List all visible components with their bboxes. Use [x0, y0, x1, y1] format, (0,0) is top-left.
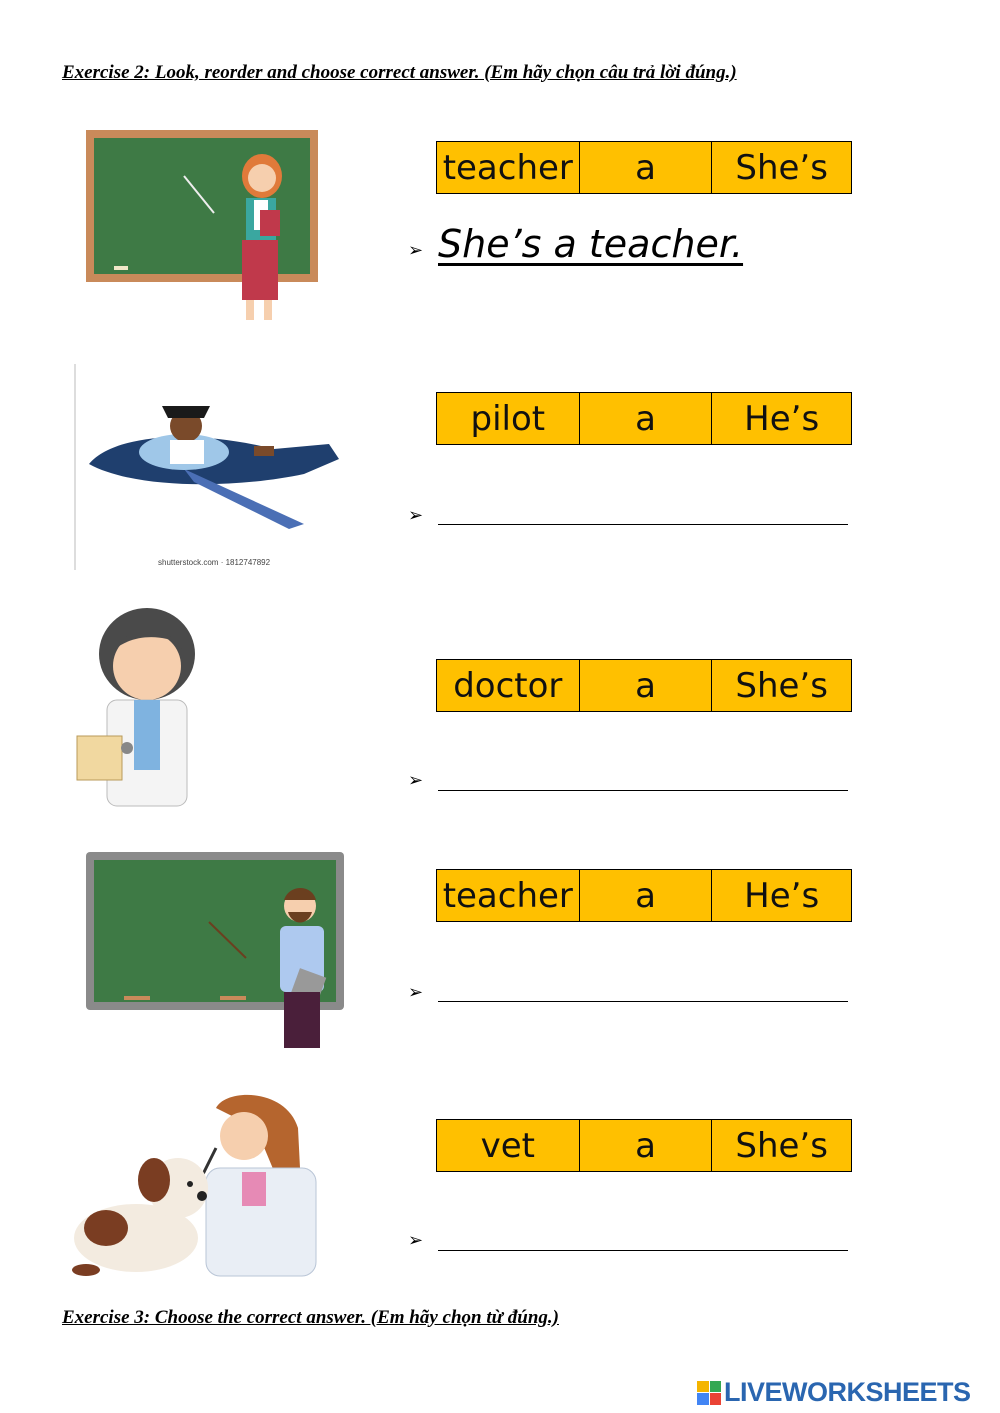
logo-icon [697, 1381, 721, 1405]
arrowhead-bullet-icon: ➢ [408, 770, 424, 791]
word-tile[interactable]: teacher [437, 870, 580, 921]
word-box-row-5 [436, 1119, 852, 1172]
word-tile[interactable]: a [580, 1120, 713, 1171]
exercise-2-title: Exercise 2: Look, reorder and choose correct answer. (Em hãy chọn câu trả lời đúng.) [62, 62, 737, 83]
word-tile[interactable]: She’s [712, 660, 851, 711]
arrowhead-bullet-icon: ➢ [408, 505, 424, 526]
word-tile[interactable]: She’s [712, 1120, 851, 1171]
exercise-3-title: Exercise 3: Choose the correct answer. (Em hãy chọn từ đúng.) [62, 1307, 559, 1328]
word-box-row-1 [436, 141, 852, 194]
pilot-airplane-illustration [74, 364, 354, 570]
word-tile[interactable]: He’s [712, 870, 851, 921]
word-tile[interactable]: a [580, 393, 713, 444]
image-credit: shutterstock.com · 1812747892 [158, 558, 271, 567]
word-tile[interactable]: doctor [437, 660, 580, 711]
arrowhead-bullet-icon: ➢ [408, 1230, 424, 1251]
word-box-row-4 [436, 869, 852, 922]
doctor-illustration [72, 604, 212, 810]
answer-input-line[interactable] [438, 1250, 848, 1251]
answer-input-line[interactable] [438, 1001, 848, 1002]
vet-with-dog-illustration [66, 1088, 320, 1280]
word-tile[interactable]: a [580, 660, 713, 711]
word-tile[interactable]: a [580, 142, 713, 193]
word-tile[interactable]: She’s [712, 142, 851, 193]
answer-input-line[interactable] [438, 790, 848, 791]
word-tile[interactable]: teacher [437, 142, 580, 193]
logo-text: LIVEWORKSHEETS [724, 1377, 971, 1407]
male-teacher-illustration [84, 850, 348, 1048]
word-tile[interactable]: He’s [712, 393, 851, 444]
answer-sentence: She’s a teacher. [438, 222, 744, 266]
word-tile[interactable]: vet [437, 1120, 580, 1171]
arrowhead-bullet-icon: ➢ [408, 240, 424, 261]
liveworksheets-logo [697, 1377, 971, 1408]
arrowhead-bullet-icon: ➢ [408, 982, 424, 1003]
word-box-row-3 [436, 659, 852, 712]
answer-input-line[interactable] [438, 524, 848, 525]
word-box-row-2 [436, 392, 852, 445]
word-tile[interactable]: pilot [437, 393, 580, 444]
female-teacher-illustration [84, 128, 324, 323]
word-tile[interactable]: a [580, 870, 713, 921]
